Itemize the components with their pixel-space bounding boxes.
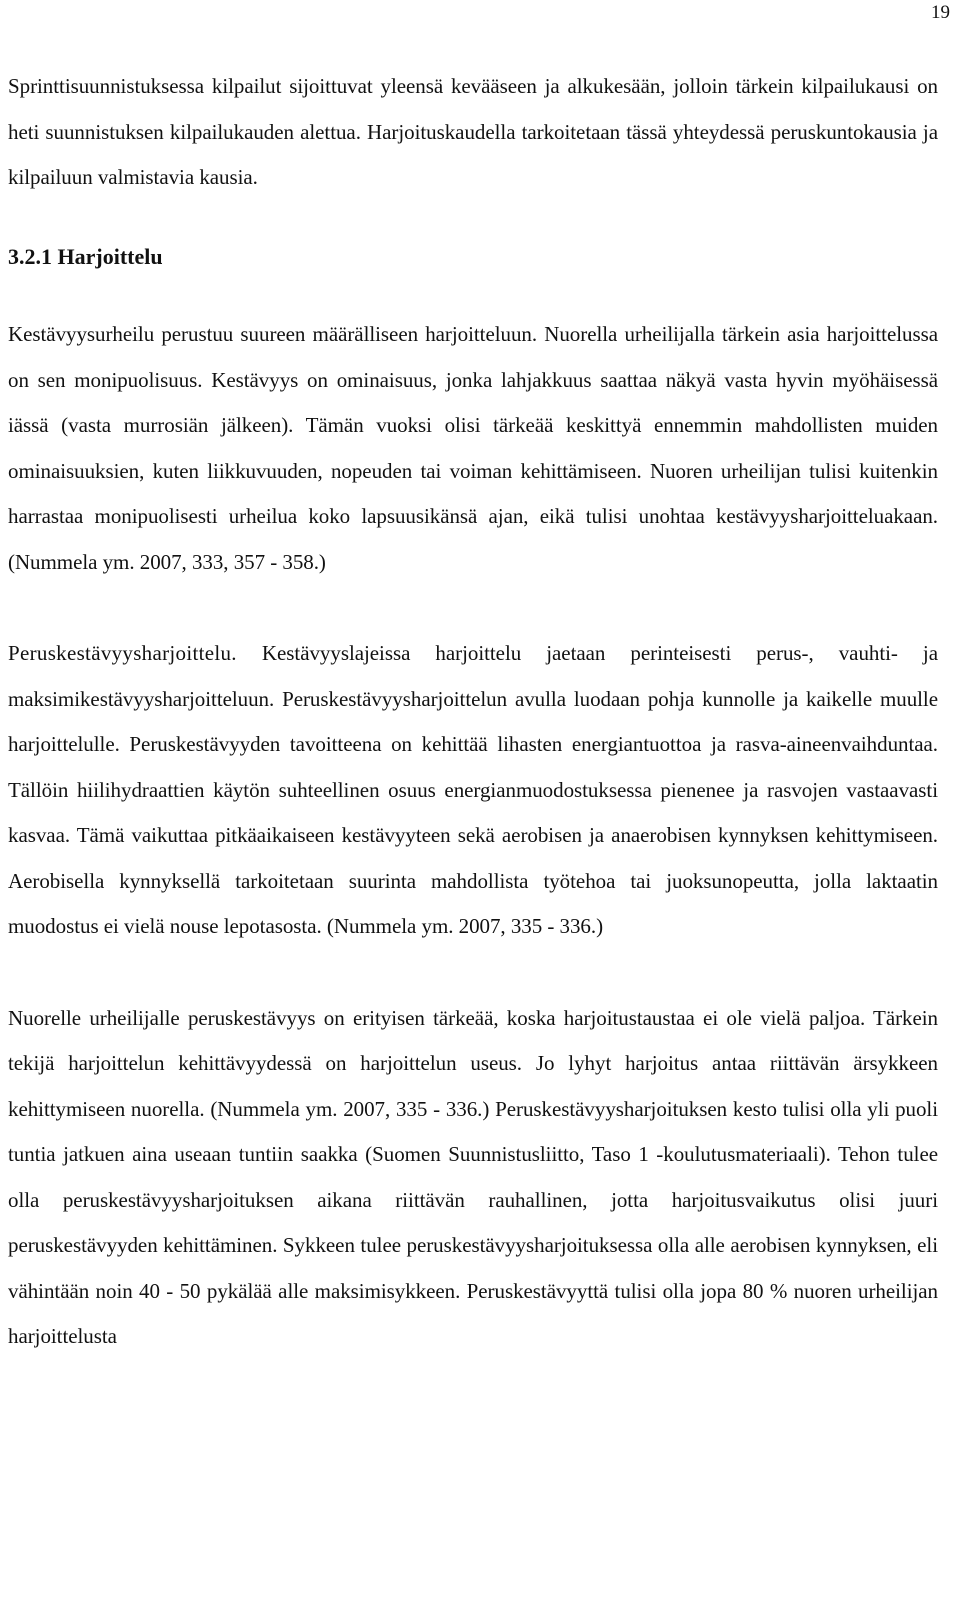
paragraph-basic-endurance-body: Kestävyyslajeissa harjoittelu jaetaan perinteisesti perus-, vauhti- ja maksimikestävyysharjoitteluun. Peruskestävyysharjoittelun avulla luodaan pohja kunnolle ja kaikelle muulle harjoittelulle. Peruskestävyyden tavoitteena on kehittää lihasten energiantuottoa ja rasva-aineenvaihduntaa. Tällöin hiilihydraattien käytön suhteellinen osuus energianmuodostuksessa pienenee ja rasvojen vastaavasti kasvaa. Tämä vaikuttaa pitkäaikaiseen kestävyyteen sekä aerobisen ja anaerobisen kynnyksen kehittymiseen. Aerobisella kynnyksellä tarkoitetaan suurinta mahdollista työtehoa tai juoksunopeutta, jolla laktaatin muodostus ei vielä nouse lepotasosta. (Nummela ym. 2007, 335 - 336.) — [8, 641, 938, 938]
paragraph-young-athlete: Nuorelle urheilijalle peruskestävyys on erityisen tärkeää, koska harjoitustaustaa ei ole vielä paljoa. Tärkein tekijä harjoittelun kehittävyydessä on harjoittelun useus. Jo lyhyt harjoitus antaa riittävän ärsykkeen kehittymiseen nuorella. (Nummela ym. 2007, 335 - 336.) Peruskestävyysharjoituksen kesto tulisi olla yli puoli tuntia jatkuen aina useaan tuntiin saakka (Suomen Suunnistusliitto, Taso 1 -koulutusmateriaali). Tehon tulee olla peruskestävyysharjoituksen aikana riittävän rauhallinen, jotta harjoitusvaikutus olisi juuri peruskestävyyden kehittäminen. Sykkeen tulee peruskestävyysharjoituksessa olla alle aerobisen kynnyksen, eli vähintään noin 40 - 50 pykälää alle maksimisykkeen. Peruskestävyyttä tulisi olla jopa 80 % nuoren urheilijan harjoittelusta — [8, 1005, 938, 1348]
page-number: 19 — [931, 2, 950, 23]
document-body — [8, 64, 938, 1360]
section-heading: 3.2.1 Harjoittelu — [8, 243, 163, 269]
paragraph-endurance-training: Kestävyysurheilu perustuu suureen määrälliseen harjoitteluun. Nuorella urheilijalla tärkein asia harjoittelussa on sen monipuolisuus. Kestävyys on ominaisuus, jonka lahjakkuus saattaa näkyä vasta hyvin myöhäisessä iässä (vasta murrosiän jälkeen). Tämän vuoksi olisi tärkeää keskittyä ennemmin mahdollisten muiden ominaisuuksien, kuten liikkuvuuden, nopeuden tai voiman kehittämiseen. Nuoren urheilijan tulisi kuitenkin harrastaa monipuolisesti urheilua koko lapsuusikänsä ajan, eikä tulisi unohtaa kestävyysharjoitteluakaan. (Nummela ym. 2007, 333, 357 - 358.) — [8, 322, 938, 574]
paragraph-competition-season: Sprinttisuunnistuksessa kilpailut sijoittuvat yleensä kevääseen ja alkukesään, jolloin tärkein kilpailukausi on heti suunnistuksen kilpailukauden alettua. Harjoituskaudella tarkoitetaan tässä yhteydessä peruskuntokausia ja kilpailuun valmistavia kausia. — [8, 74, 938, 189]
run-in-heading: Peruskestävyysharjoittelu. — [8, 641, 237, 665]
paragraph-basic-endurance — [8, 631, 938, 950]
